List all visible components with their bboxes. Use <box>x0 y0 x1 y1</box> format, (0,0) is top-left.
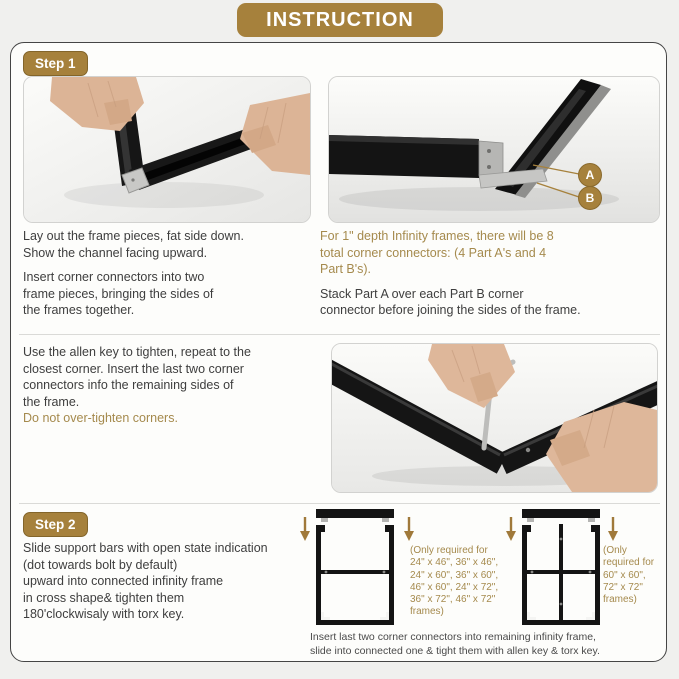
section-divider-1 <box>19 334 660 335</box>
frame-diagram-cross-bars <box>519 509 603 635</box>
step2-text: Slide support bars with open state indication (dot towards bolt by default) upward into connected infinity frame in cross shape& tighten them 180'clockwisaly with torx key. <box>23 540 318 623</box>
allen-key-text: Use the allen key to tighten, repeat to the closest corner. Insert the last two corner connectors info the remaining sides of the frame. Do not over-tighten corners. <box>23 344 323 427</box>
step2-caption: Insert last two corner connectors into remaining infinity frame, slide into connected one & tight them with allen key & torx key. <box>310 631 600 657</box>
step1-right-paragraph: Stack Part A over each Part B corner <box>320 286 524 301</box>
instruction-header <box>237 3 443 37</box>
frame-corner-assembly-illustration <box>24 77 310 222</box>
step2-badge <box>23 512 88 537</box>
photo-frame-corner-assembly <box>23 76 311 223</box>
photo-connector-detail <box>328 76 660 223</box>
diagram2-note: (Only required for 60" x 60", 72" x 72" frames) <box>603 545 655 606</box>
diagram1-note: (Only required for 24" x 46", 36" x 46", 24" x 60", 36" x 60", 46" x 60", 24" x 72", 36" x 72", 46" x 72" frames) <box>410 545 499 618</box>
section-divider-2 <box>19 503 660 504</box>
step1-badge <box>23 51 88 76</box>
step1-badge-label: Step 1 <box>35 56 76 71</box>
step1-right-text: For 1" depth Infinity frames, there will be 8 total corner connectors: (4 Part A's and 4 Part B's). Stack Part A over each Part B corner connector before joining the sides of the frame. <box>320 228 660 319</box>
page-title: INSTRUCTION <box>266 8 414 31</box>
frame-diagram-single-bar <box>313 509 397 635</box>
step1-left-paragraph1: Lay out the frame pieces, fat side down. <box>23 229 244 243</box>
down-arrow-icon <box>403 517 415 541</box>
step1-right-highlight: For 1" depth Infinity frames, there will be 8 <box>320 229 554 243</box>
part-b-label: B <box>578 186 602 210</box>
step1-left-paragraph2: Insert corner connectors into two <box>23 270 205 284</box>
connector-detail-illustration <box>329 77 659 222</box>
allen-key-paragraph: Use the allen key to tighten, repeat to the <box>23 345 251 359</box>
photo-allen-key-tightening <box>331 343 658 493</box>
allen-key-illustration <box>332 344 657 492</box>
over-tighten-warning: Do not over-tighten corners. <box>23 411 178 425</box>
step1-left-text: Lay out the frame pieces, fat side down. Show the channel facing upward. Insert corner connectors into two frame pieces, bringing the sides of the frames together. <box>23 228 319 319</box>
down-arrow-icon <box>607 517 619 541</box>
part-a-label: A <box>578 163 602 187</box>
step2-paragraph: Slide support bars with open state indication <box>23 541 268 555</box>
down-arrow-icon <box>299 517 311 541</box>
step2-badge-label: Step 2 <box>35 517 76 532</box>
down-arrow-icon <box>505 517 517 541</box>
instruction-sheet <box>10 42 667 662</box>
